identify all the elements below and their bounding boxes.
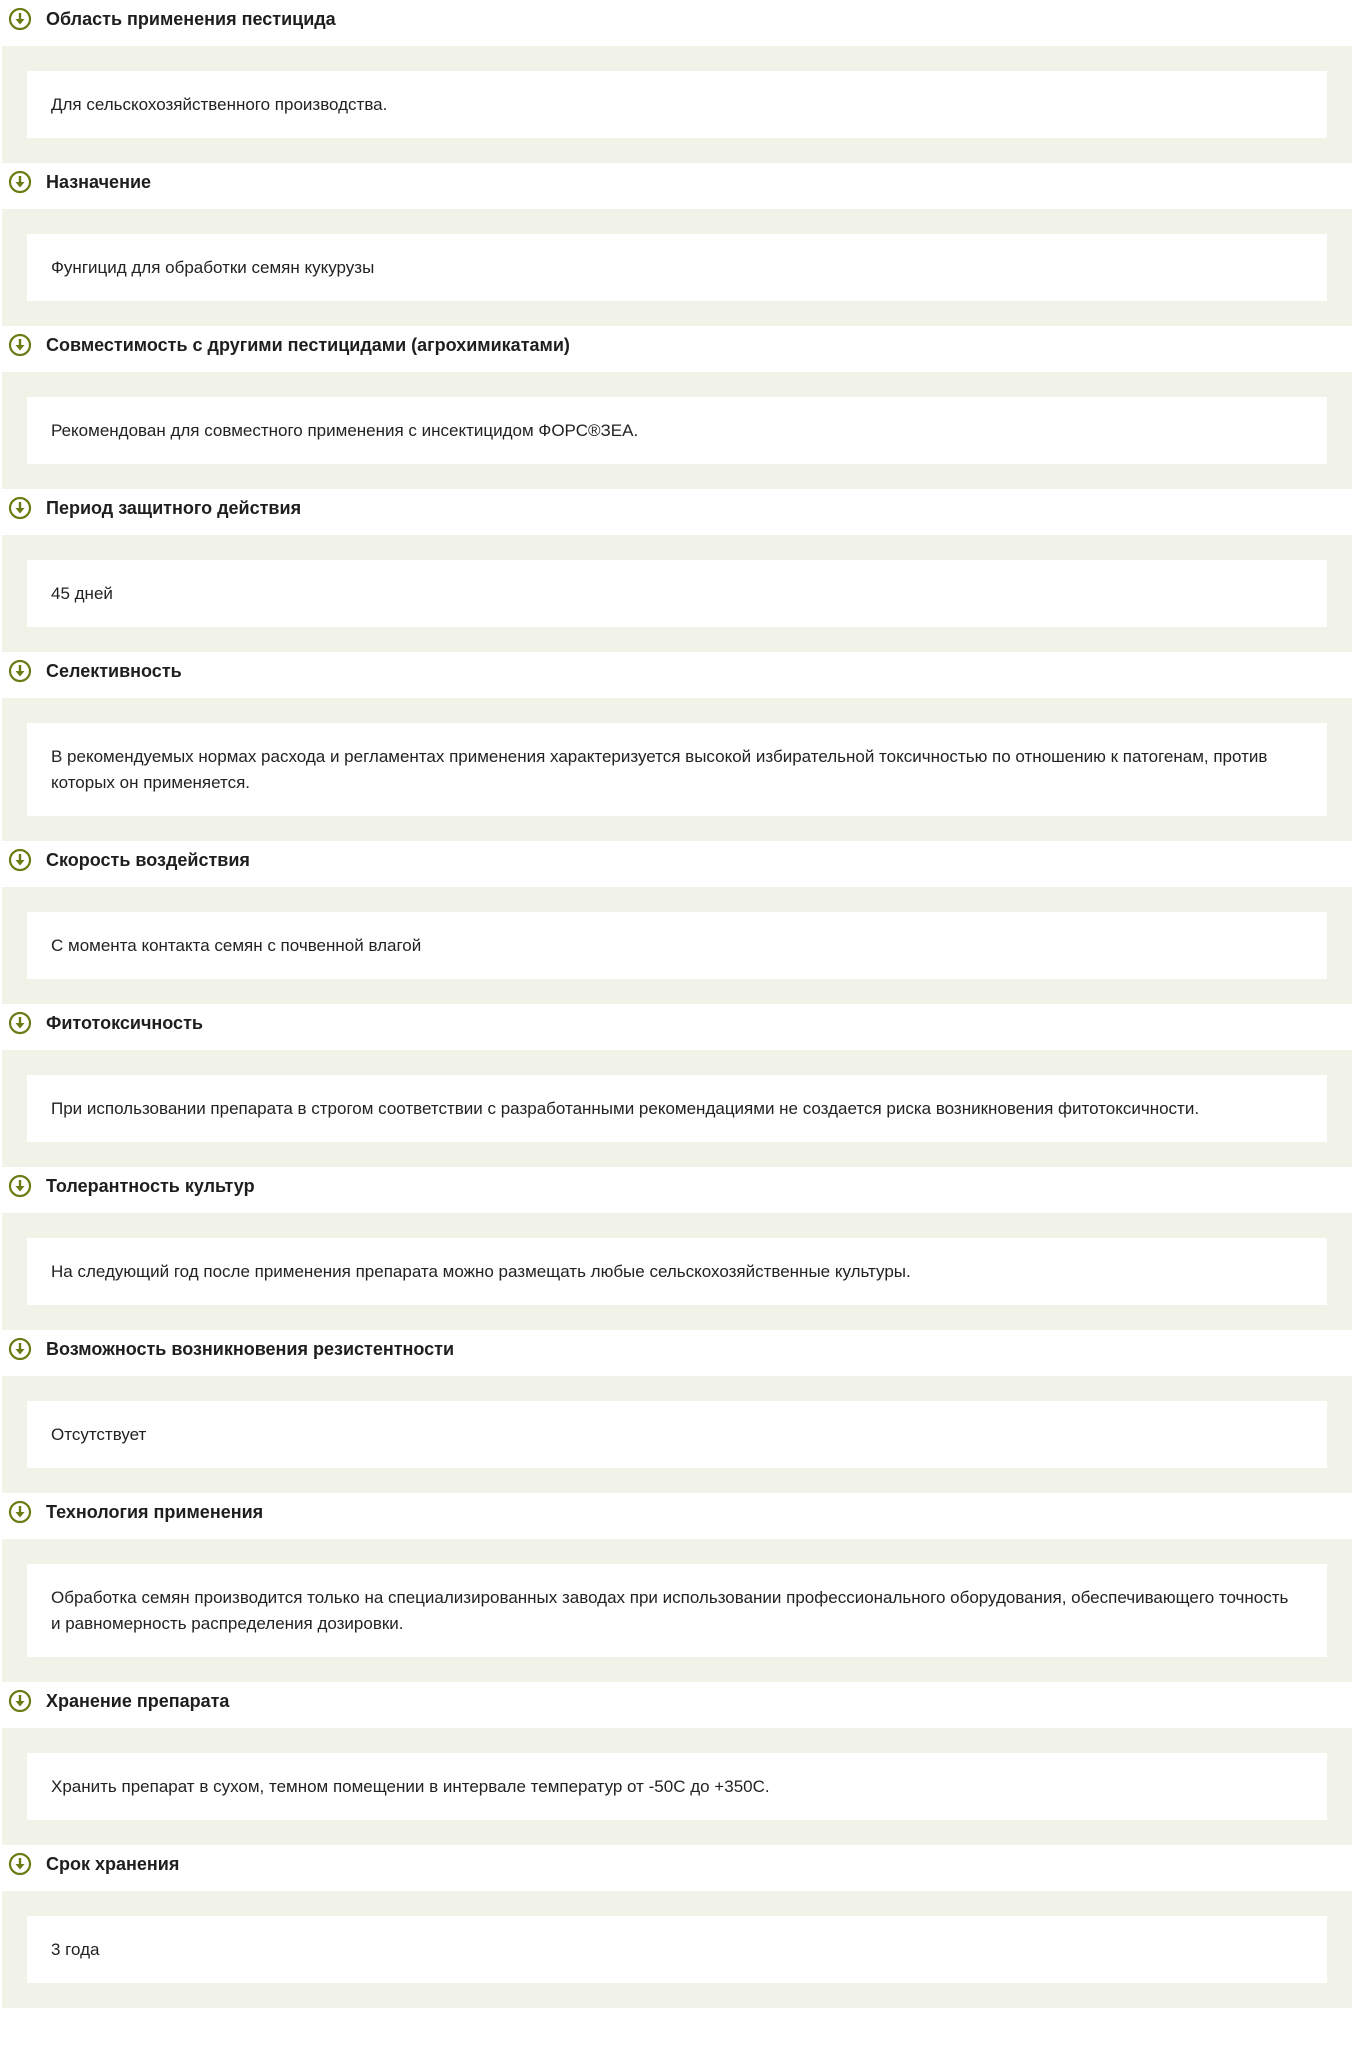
accordion-section <box>0 1845 1355 2008</box>
accordion-title: Скорость воздействия <box>46 849 250 870</box>
arrow-down-circle-icon <box>8 496 32 520</box>
accordion-section <box>0 163 1355 326</box>
accordion-panel <box>2 1891 1352 2008</box>
accordion-header[interactable] <box>0 1682 1355 1728</box>
accordion-title: Толерантность культур <box>46 1175 255 1196</box>
accordion-panel <box>2 1376 1352 1493</box>
accordion-panel <box>2 887 1352 1004</box>
accordion-content: С момента контакта семян с почвенной влагой <box>27 912 1327 979</box>
accordion-panel <box>2 372 1352 489</box>
accordion-title: Область применения пестицида <box>46 8 336 29</box>
accordion-content: При использовании препарата в строгом соответствии с разработанными рекомендациями не создается риска возникновения фитотоксичности. <box>27 1075 1327 1142</box>
arrow-down-circle-icon <box>8 1011 32 1035</box>
accordion-panel <box>2 46 1352 163</box>
accordion-section <box>0 1330 1355 1493</box>
arrow-down-circle-icon <box>8 333 32 357</box>
accordion-panel <box>2 535 1352 652</box>
accordion-section <box>0 326 1355 489</box>
accordion-panel <box>2 209 1352 326</box>
accordion-content: 45 дней <box>27 560 1327 627</box>
accordion-panel <box>2 698 1352 841</box>
accordion-header[interactable] <box>0 1845 1355 1891</box>
accordion-title: Период защитного действия <box>46 497 302 518</box>
accordion-title: Возможность возникновения резистентности <box>46 1338 455 1359</box>
arrow-down-circle-icon <box>8 1852 32 1876</box>
accordion-panel <box>2 1050 1352 1167</box>
accordion-title: Срок хранения <box>46 1853 180 1874</box>
accordion-section <box>0 1493 1355 1682</box>
accordion-content: На следующий год после применения препарата можно размещать любые сельскохозяйственные культуры. <box>27 1238 1327 1305</box>
arrow-down-circle-icon <box>8 7 32 31</box>
accordion-section <box>0 1004 1355 1167</box>
accordion-content: 3 года <box>27 1916 1327 1983</box>
accordion-content: В рекомендуемых нормах расхода и регламентах применения характеризуется высокой избирательной токсичностью по отношению к патогенам, против которых он применяется. <box>27 723 1327 816</box>
accordion-content: Для сельскохозяйственного производства. <box>27 71 1327 138</box>
accordion-header[interactable] <box>0 1167 1355 1213</box>
accordion-section <box>0 0 1355 163</box>
accordion-panel <box>2 1539 1352 1682</box>
arrow-down-circle-icon <box>8 1174 32 1198</box>
accordion-header[interactable] <box>0 1493 1355 1539</box>
accordion-header[interactable] <box>0 652 1355 698</box>
accordion-header[interactable] <box>0 841 1355 887</box>
arrow-down-circle-icon <box>8 170 32 194</box>
accordion-panel <box>2 1728 1352 1845</box>
arrow-down-circle-icon <box>8 1500 32 1524</box>
arrow-down-circle-icon <box>8 1337 32 1361</box>
accordion-section <box>0 652 1355 841</box>
accordion-section <box>0 1682 1355 1845</box>
accordion-title: Фитотоксичность <box>46 1012 203 1033</box>
accordion-header[interactable] <box>0 326 1355 372</box>
accordion-title: Селективность <box>46 660 182 681</box>
accordion-title: Назначение <box>46 171 152 192</box>
accordion-title: Совместимость с другими пестицидами (агрохимикатами) <box>46 334 570 355</box>
arrow-down-circle-icon <box>8 848 32 872</box>
accordion-header[interactable] <box>0 0 1355 46</box>
accordion-header[interactable] <box>0 1330 1355 1376</box>
accordion-content: Отсутствует <box>27 1401 1327 1468</box>
accordion-header[interactable] <box>0 163 1355 209</box>
accordion-section <box>0 1167 1355 1330</box>
accordion-content: Хранить препарат в сухом, темном помещении в интервале температур от -50С до +350С. <box>27 1753 1327 1820</box>
accordion-header[interactable] <box>0 489 1355 535</box>
arrow-down-circle-icon <box>8 1689 32 1713</box>
accordion-header[interactable] <box>0 1004 1355 1050</box>
accordion-title: Технология применения <box>46 1501 264 1522</box>
accordion-section <box>0 489 1355 652</box>
accordion-content: Обработка семян производится только на специализированных заводах при использовании профессионального оборудования, обеспечивающего точность и равномерность распределения дозировки. <box>27 1564 1327 1657</box>
accordion-content: Фунгицид для обработки семян кукурузы <box>27 234 1327 301</box>
accordion-content: Рекомендован для совместного применения с инсектицидом ФОРС®ЗЕА. <box>27 397 1327 464</box>
accordion-title: Хранение препарата <box>46 1690 230 1711</box>
accordion-panel <box>2 1213 1352 1330</box>
accordion-section <box>0 841 1355 1004</box>
arrow-down-circle-icon <box>8 659 32 683</box>
